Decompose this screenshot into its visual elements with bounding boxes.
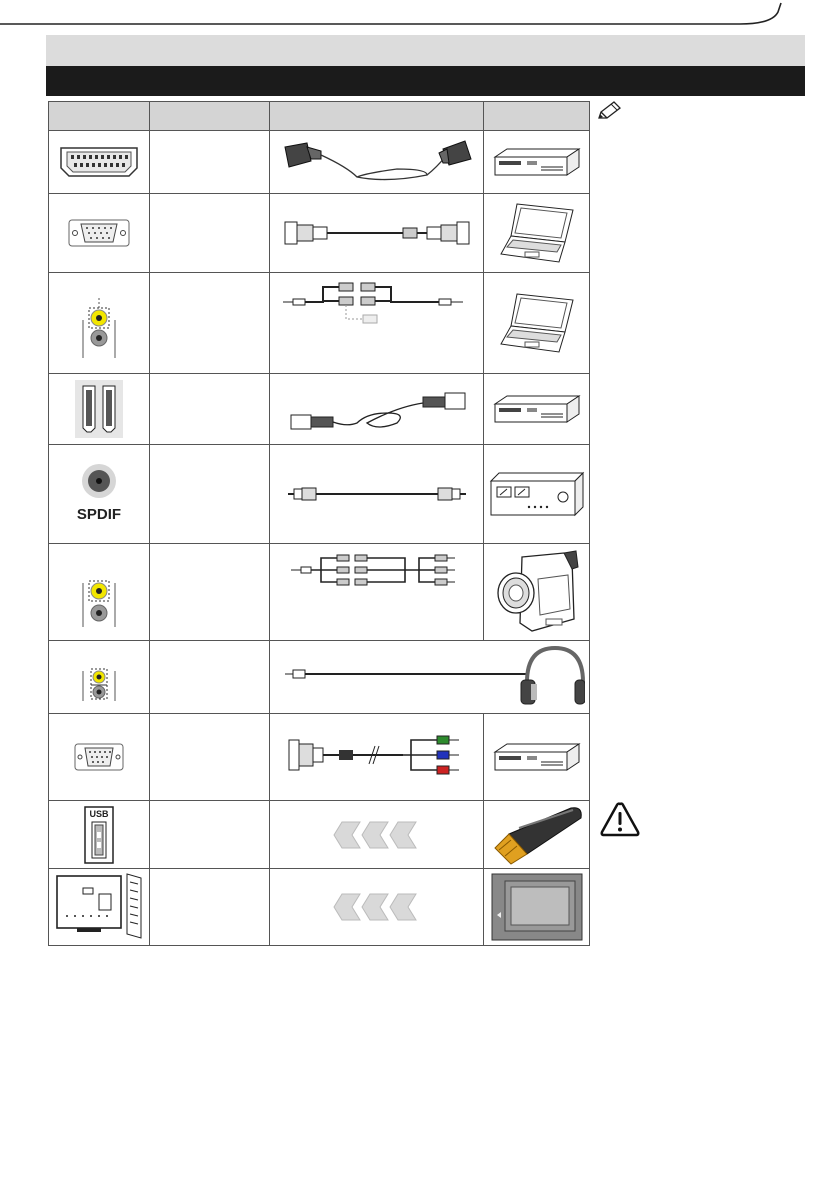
spdif-label: SPDIF: [76, 506, 122, 523]
column-header-type: [150, 102, 270, 131]
headphone-port-cell: [49, 641, 150, 714]
vga-port-icon: [67, 218, 131, 248]
audio-amplifier-icon: [489, 471, 585, 517]
usb-stick-cell: [484, 801, 590, 869]
table-row: [49, 544, 590, 641]
audio-y-cable-icon: [279, 277, 475, 331]
usb-label: USB: [89, 808, 109, 819]
table-row: [49, 869, 590, 946]
ypbpr-cable-icon: [287, 732, 467, 782]
laptop-icon: [499, 202, 575, 264]
usb-label-cell: [150, 801, 270, 869]
amplifier-cell: [484, 445, 590, 544]
hdmi-port-cell: [49, 374, 150, 445]
hdmi-cable-cell: [270, 374, 484, 445]
ypbpr-cable-cell: [270, 714, 484, 801]
pc-audio-label-cell: [150, 273, 270, 374]
dvd-recorder-cell: [484, 714, 590, 801]
headphones-icon: [521, 648, 585, 704]
laptop-cell: [484, 194, 590, 273]
tv-ci-slot-icon: [53, 872, 145, 942]
table-row: [49, 641, 590, 714]
ci-arrows-cell: [270, 869, 484, 946]
usb-port-icon: [84, 806, 114, 864]
page-cut-line: [0, 0, 839, 40]
vga-port-cell: [49, 194, 150, 273]
ci-slot-port-cell: [49, 869, 150, 946]
scart-port-icon: [57, 144, 141, 180]
camcorder-icon: [492, 549, 582, 635]
table-row: [49, 801, 590, 869]
hdmi-cable-icon: [277, 383, 477, 435]
vga-port-icon: [73, 742, 125, 772]
section-header-bar: [46, 35, 805, 66]
laptop-icon: [499, 292, 575, 354]
hdmi-label-cell: [150, 374, 270, 445]
vga-cable-cell: [270, 194, 484, 273]
usb-port-cell: [49, 801, 150, 869]
camcorder-cell: [484, 544, 590, 641]
table-row: [49, 445, 590, 544]
insert-arrows-icon: [332, 892, 422, 922]
vga-label-cell: [150, 194, 270, 273]
dvd-recorder-icon: [493, 145, 581, 179]
column-header-connector: [49, 102, 150, 131]
scart-cable-icon: [277, 137, 477, 187]
table-row: [49, 131, 590, 194]
table-row: [49, 273, 590, 374]
ypbpr-port-cell: [49, 714, 150, 801]
table-row: [49, 374, 590, 445]
ci-label-cell: [150, 869, 270, 946]
spdif-cable-cell: [270, 445, 484, 544]
scart-label-cell: [150, 131, 270, 194]
pc-audio-port-cell: [49, 273, 150, 374]
table-row: [49, 714, 590, 801]
cam-module-cell: [484, 869, 590, 946]
headphone-label-cell: [150, 641, 270, 714]
av-cable-cell: [270, 544, 484, 641]
headphone-jack-icon: [79, 665, 119, 705]
scart-cable-cell: [270, 131, 484, 194]
insert-arrows-icon: [332, 820, 422, 850]
usb-arrows-cell: [270, 801, 484, 869]
headphone-cable-cell: [270, 641, 590, 714]
hdmi-ports-icon: [75, 380, 123, 438]
table-header-row: [49, 102, 590, 131]
column-header-cables: [270, 102, 484, 131]
scart-port-cell: [49, 131, 150, 194]
spdif-port-cell: [49, 445, 150, 544]
vga-cable-icon: [279, 216, 475, 250]
warning-triangle-icon: [599, 801, 641, 837]
pc-audio-cable-cell: [270, 273, 484, 374]
pencil-note-icon: [596, 100, 624, 122]
connections-table: [48, 101, 590, 946]
dvd-recorder-cell: [484, 131, 590, 194]
section-title-bar: [46, 66, 805, 96]
av-cable-icon: [289, 552, 465, 596]
av-label-cell: [150, 544, 270, 641]
av-jack-icon: [79, 577, 119, 633]
cam-module-icon: [491, 873, 583, 941]
usb-stick-icon: [489, 804, 585, 866]
spdif-port-icon: [64, 463, 134, 525]
ypbpr-label-cell: [150, 714, 270, 801]
pc-audio-jack-icon: [79, 298, 119, 368]
spdif-label-cell: [150, 445, 270, 544]
column-header-device: [484, 102, 590, 131]
dvd-recorder-cell: [484, 374, 590, 445]
av-port-cell: [49, 544, 150, 641]
coaxial-cable-icon: [282, 484, 472, 504]
laptop-cell: [484, 273, 590, 374]
dvd-recorder-icon: [493, 740, 581, 774]
table-row: [49, 194, 590, 273]
headphone-cable-icon: [275, 644, 585, 710]
dvd-recorder-icon: [493, 392, 581, 426]
